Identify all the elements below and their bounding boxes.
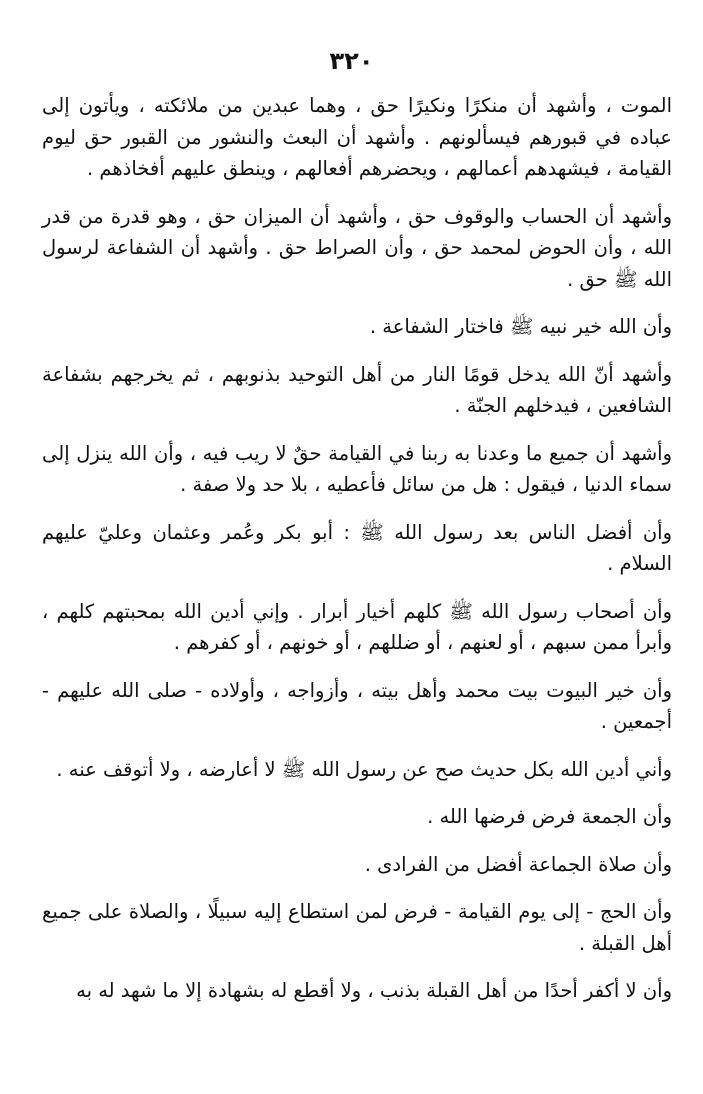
paragraph-8: وأن خير البيوت بيت محمد وأهل بيته ، وأزواجه ، وأولاده - صلى الله عليهم - أجمعين . — [42, 678, 672, 733]
paragraph-4: وأشهد أنّ الله يدخل قومًا النار من أهل التوحيد بذنوبهم ، ثم يخرجهم بشفاعة الشافعين ، فيدخلهم الجنّة . — [42, 362, 672, 417]
paragraph-6: وأن أفضل الناس بعد رسول الله ﷺ : أبو بكر وعُمر وعثمان وعليّ عليهم السلام . — [42, 520, 672, 575]
paragraph-9: وأني أدين الله بكل حديث صح عن رسول الله ﷺ لا أعارضه ، ولا أتوقف عنه . — [56, 757, 672, 781]
paragraph-1: الموت ، وأشهد أن منكرًا ونكيرًا حق ، وهما عبدين من ملائكته ، ويأتون إلى عباده في قبورهم فيسألونهم . وأشهد أن البعث والنشور من القبور حق ليوم القيامة ، فيشهدهم أعمالهم ، ويحضرهم أفعالهم ، وينطق عليهم أفخاذهم . — [42, 94, 672, 180]
paragraph-2: وأشهد أن الحساب والوقوف حق ، وأشهد أن الميزان حق ، وهو قدرة من قدر الله ، وأن الحوض لمحمد حق ، وأن الصراط حق . وأشهد أن الشفاعة لرسول الله ﷺ حق . — [42, 204, 672, 291]
paragraph-3: وأن الله خير نبيه ﷺ فاختار الشفاعة . — [369, 315, 672, 338]
page-number: ٣٢٠ — [329, 47, 374, 75]
paragraph-7: وأن أصحاب رسول الله ﷺ كلهم أخيار أبرار . وإني أدين الله بمحبتهم كلهم ، وأبرأ ممن سبهم ، أو لعنهم ، أو ضللهم ، أو خونهم ، أو كفرهم . — [42, 599, 672, 654]
paragraph-13: وأن لا أكفر أحدًا من أهل القبلة بذنب ، ولا أقطع له بشهادة إلا ما شهد له به — [76, 979, 672, 1002]
paragraph-10: وأن الجمعة فرض فرضها الله . — [427, 805, 672, 828]
paragraph-5: وأشهد أن جميع ما وعدنا به ربنا في القيامة حقٌ لا ريب فيه ، وأن الله ينزل إلى سماء الدنيا ، فيقول : هل من سائل فأعطيه ، بلا حد ولا صفة . — [42, 441, 672, 496]
paragraph-11: وأن صلاة الجماعة أفضل من الفرادى . — [364, 852, 672, 876]
page-body — [42, 50, 672, 1007]
paragraph-12: وأن الحج - إلى يوم القيامة - فرض لمن استطاع إليه سبيلًا ، والصلاة على جميع أهل القبلة . — [42, 900, 672, 955]
